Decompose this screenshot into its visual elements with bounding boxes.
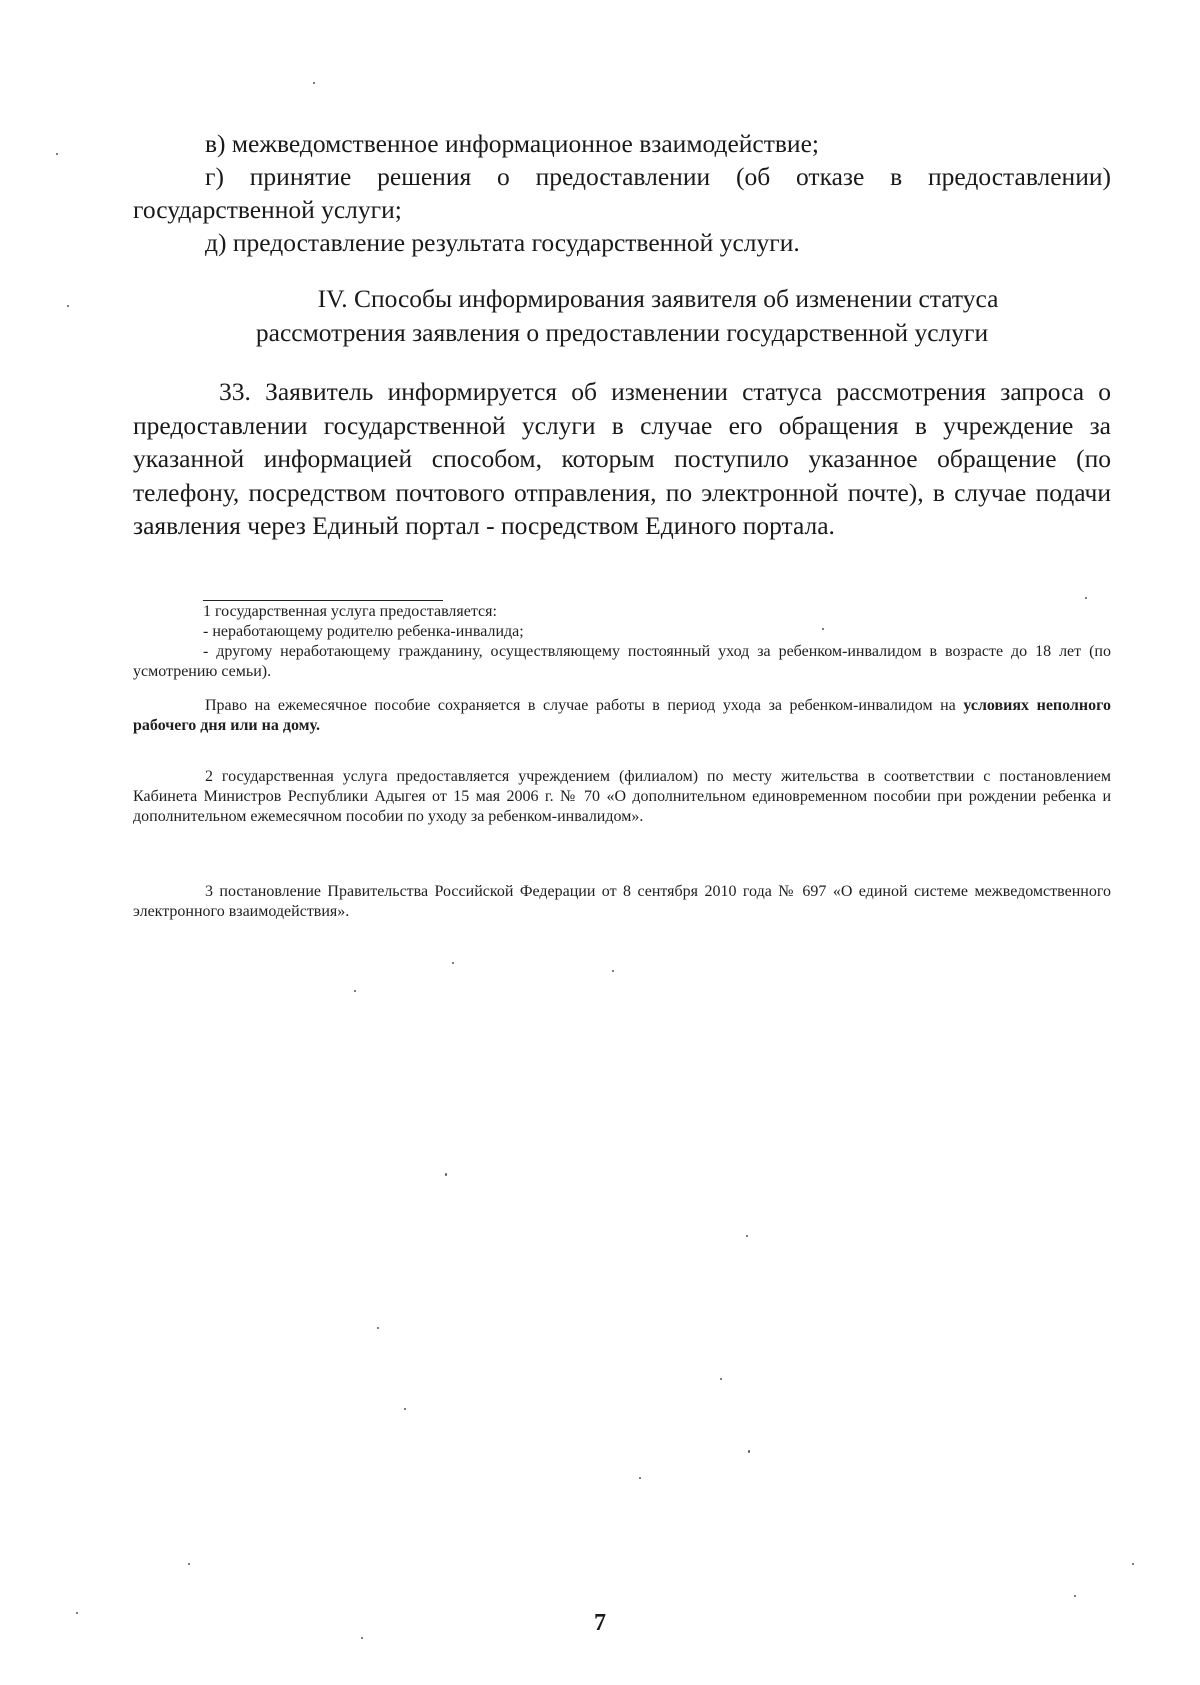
footnote-3-text: 3 постановление Правительства Российской Федерации от 8 сентября 2010 года № 697 «О единой системе межведомственного электронного взаимодействия».: [133, 883, 1111, 920]
scan-speck: [612, 970, 614, 972]
scan-speck: [377, 1327, 379, 1329]
footnote-1-line-3: - другому неработающему гражданину, осуществляющему постоянный уход за ребенком-инвалидом в возрасте до 18 лет (по усмотрению семьи).: [133, 643, 1111, 680]
scan-speck: [822, 628, 824, 630]
scan-speck: [1074, 1595, 1076, 1597]
list-item-d: д) предоставление результата государственной услуги.: [205, 228, 800, 257]
footnote-1-extra-text: Право на ежемесячное пособие сохраняется в случае работы в период ухода за ребенком-инвалидом на: [205, 697, 964, 714]
scan-speck: [746, 1235, 748, 1237]
scan-speck: [1085, 597, 1087, 599]
scan-speck: [404, 1408, 406, 1410]
footnote-1-extra: [133, 696, 1111, 736]
page-number: 7: [594, 1610, 606, 1636]
paragraph-33-text: 33. Заявитель информируется об изменении статуса рассмотрения запроса о предоставлении государственной услуги в случае его обращения в учреждение за указанной информацией способом, которым поступило указанное обращение (по телефону, посредством почтового отправления, по электронной почте), в случае подачи заявления через Единый портал - посредством Единого портала.: [133, 377, 1111, 540]
section-heading-line-2: рассмотрения заявления о предоставлении государственной услуги: [255, 318, 989, 347]
scan-speck: [720, 1378, 722, 1380]
scan-speck: [188, 1563, 190, 1565]
footnote-1-extra-bold: условиях неполного рабочего дня или на дому.: [133, 697, 1111, 734]
scan-speck: [354, 990, 356, 992]
scan-speck: [639, 1477, 641, 1479]
scan-speck: [361, 1637, 363, 1639]
scan-speck: [452, 962, 454, 964]
list-item-g: г) принятие решения о предоставлении (об отказе в предоставлении) государственной услуги;: [133, 162, 1111, 224]
section-heading: [133, 282, 1111, 350]
footnote-separator: [203, 600, 443, 601]
scan-speck: [67, 305, 69, 307]
footnote-2-text: 2 государственная услуга предоставляется учреждением (филиалом) по месту жительства в соответствии с постановлением Кабинета Министров Республики Адыгея от 15 мая 2006 г. № 70 «О дополнительном единовременном пособии при рождении ребенка и дополнительном ежемесячном пособии по уходу за ребенком-инвалидом».: [133, 768, 1111, 825]
section-heading-line-1: IV. Способы информирования заявителя об изменении статуса: [317, 284, 999, 313]
paragraph-33: [133, 375, 1111, 543]
footnote-1-line-2: - неработающему родителю ребенка-инвалида;: [203, 623, 524, 640]
scan-speck: [56, 153, 58, 155]
scan-speck: [313, 82, 315, 84]
list-item-v: в) межведомственное информационное взаимодействие;: [205, 129, 819, 158]
scan-speck: [445, 1173, 447, 1176]
footnote-3: [133, 882, 1111, 922]
footnote-1: [133, 602, 1111, 736]
footnote-1-line-1: 1 государственная услуга предоставляется:: [203, 603, 497, 620]
scan-speck: [76, 1612, 78, 1614]
procedure-list: [133, 127, 1111, 259]
scan-speck: [1132, 1563, 1134, 1565]
footnote-2: [133, 767, 1111, 827]
scan-speck: [748, 1450, 750, 1453]
